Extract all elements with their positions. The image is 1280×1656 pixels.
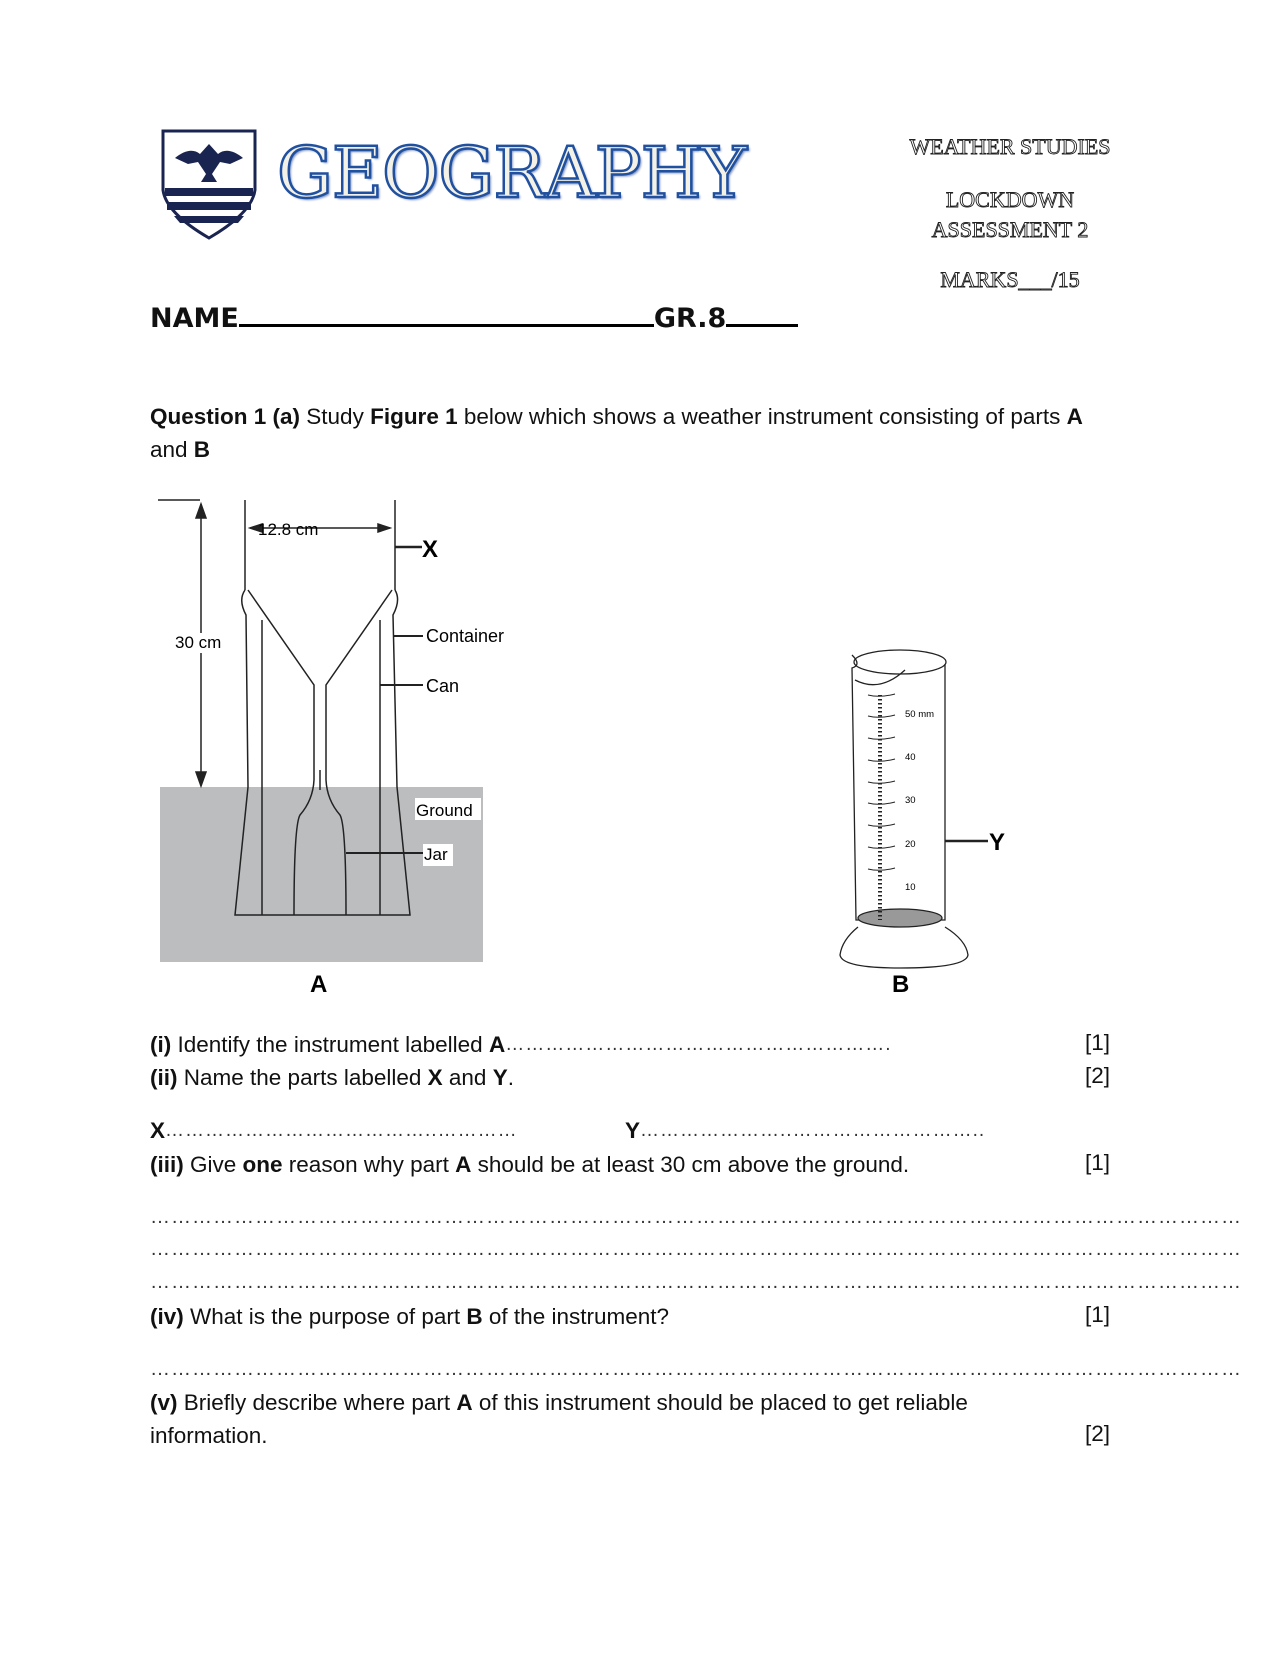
assessment-line1: LOCKDOWN xyxy=(945,187,1075,212)
question-iv: (iv) What is the purpose of part B of the instrument? xyxy=(150,1304,670,1329)
container-label: Container xyxy=(426,626,505,646)
part-a-label: A xyxy=(310,971,328,998)
geography-title: GEOGRAPHY xyxy=(277,132,746,214)
mark-iv: [1] xyxy=(1085,1302,1111,1327)
width-label: 12.8 cm xyxy=(258,520,319,539)
answer-blank-x[interactable]: …………………………………..………… xyxy=(165,1120,518,1141)
part-a-rain-gauge xyxy=(158,500,483,962)
scale-10: 10 xyxy=(905,882,916,893)
mark-i: [1] xyxy=(1085,1030,1111,1055)
answer-xy: X…………………………………..………… Y…………………..……………………….. xyxy=(150,1114,1040,1147)
jar-label: Jar xyxy=(424,845,448,864)
marks-field: MARKS___/15 xyxy=(940,267,1080,292)
answer-line-iii-1[interactable]: ………………………………………………………………………………………………………………………………………… xyxy=(150,1206,1242,1228)
grade-blank xyxy=(726,300,798,327)
x-label: X xyxy=(422,536,439,563)
answer-line-iv[interactable]: ………………………………………………………………………………………………………………………………………… xyxy=(150,1358,1242,1380)
mark-v: [2] xyxy=(1085,1421,1111,1446)
grade-label: GR.8 xyxy=(653,303,727,334)
school-crest-logo xyxy=(160,128,258,240)
question-v: (v) Briefly describe where part A of this instrument should be placed to get reliable information. xyxy=(150,1390,968,1448)
answer-blank-y[interactable]: …………………..……………………….. xyxy=(640,1120,986,1141)
question-1-intro: Question 1 (a) Study Figure 1 below which shows a weather instrument consisting of parts A and B xyxy=(150,404,1083,462)
part-b-label: B xyxy=(892,971,910,998)
figure-1-rain-gauge xyxy=(0,490,1280,1010)
scale-50: 50 mm xyxy=(905,709,935,720)
mark-iii: [1] xyxy=(1085,1150,1111,1175)
assessment-line2: ASSESSMENT 2 xyxy=(931,217,1089,242)
scale-30: 30 xyxy=(905,795,916,806)
mark-ii: [2] xyxy=(1085,1063,1111,1088)
scale-20: 20 xyxy=(905,839,916,850)
name-grade-line xyxy=(150,300,798,334)
ground-label: Ground xyxy=(416,801,473,820)
answer-line-iii-3[interactable]: ………………………………………………………………………………………………………………………………………… xyxy=(150,1271,1242,1293)
question-ii: (ii) Name the parts labelled X and Y. xyxy=(150,1065,514,1090)
answer-line-iii-2[interactable]: ………………………………………………………………………………………………………………………………………… xyxy=(150,1238,1242,1260)
part-b-measuring-cylinder xyxy=(840,650,988,968)
height-label: 30 cm xyxy=(175,633,222,652)
scale-40: 40 xyxy=(905,752,916,763)
question-i: (i) Identify the instrument labelled A…………………………………………………. xyxy=(150,1028,985,1061)
subject-title: WEATHER STUDIES xyxy=(909,134,1111,159)
can-label: Can xyxy=(426,676,460,696)
name-label: NAME xyxy=(150,303,239,334)
name-blank xyxy=(239,300,654,327)
question-iii: (iii) Give one reason why part A should be at least 30 cm above the ground. xyxy=(150,1152,910,1177)
y-label: Y xyxy=(989,829,1006,856)
answer-blank-i[interactable]: …………………………………………………. xyxy=(505,1034,892,1055)
